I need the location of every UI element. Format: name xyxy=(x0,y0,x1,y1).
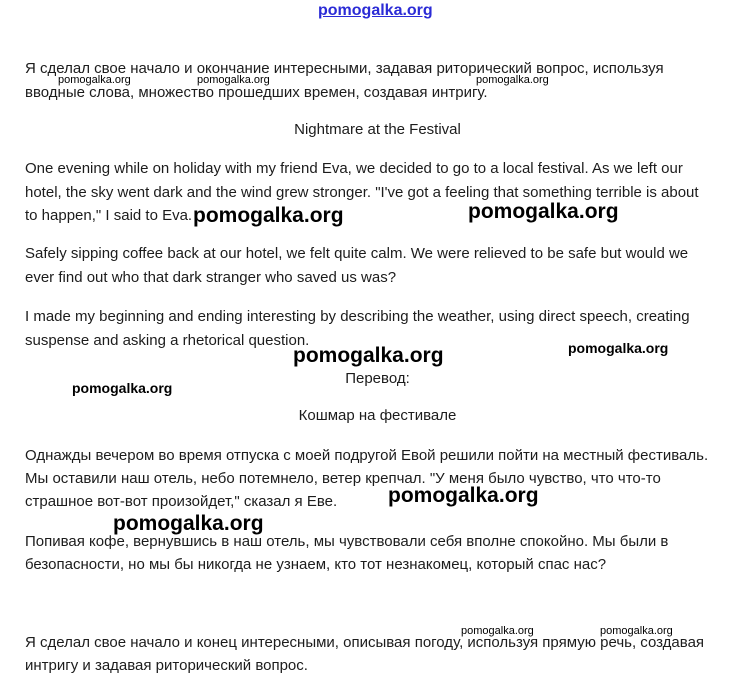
russian-intro-line-1: Я сделал свое начало и окончание интересными, задавая риторический вопрос, используя xyxy=(25,60,664,77)
russian-p2-line-1: Попивая кофе, вернувшись в наш отель, мы чувствовали себя вполне спокойно. Мы были в xyxy=(25,533,669,550)
english-p1-line-3: to happen," I said to Eva. xyxy=(25,207,193,224)
watermark-medium: pomogalka.org xyxy=(72,380,173,396)
russian-p1-line-3: страшное вот-вот произойдет," сказал я Еве. xyxy=(25,493,338,510)
watermark-tiny: pomogalka.org xyxy=(461,625,534,637)
russian-p1-line-1: Однажды вечером во время отпуска с моей подругой Евой решили пойти на местный фестиваль. xyxy=(25,447,709,464)
russian-title: Кошмар на фестивале xyxy=(298,407,457,424)
russian-p3-line-2: интригу и задавая риторический вопрос. xyxy=(25,657,308,674)
english-p3-line-2: suspense and asking a rhetorical question. xyxy=(25,332,310,349)
watermark-large: pomogalka.org xyxy=(113,512,264,535)
watermark-header[interactable]: pomogalka.org xyxy=(318,2,433,19)
english-p1-line-2: hotel, the sky went dark and the wind grew stronger. "I've got a feeling that something terrible is about xyxy=(25,184,699,201)
russian-p3-line-1: Я сделал свое начало и конец интересными, описывая погоду, используя прямую речь, создавая xyxy=(25,634,705,651)
russian-intro-line-2: вводные слова, множество прошедших времен, создавая интригу. xyxy=(25,84,488,101)
english-p3-line-1: I made my beginning and ending interesting by describing the weather, using direct speech, creating xyxy=(25,308,690,325)
watermark-large: pomogalka.org xyxy=(193,204,344,227)
watermark-tiny: pomogalka.org xyxy=(197,74,270,86)
english-title: Nightmare at the Festival xyxy=(294,121,461,138)
russian-p2-line-2: безопасности, но мы бы никогда не узнаем, кто тот незнакомец, который спас нас? xyxy=(25,556,607,573)
watermark-tiny: pomogalka.org xyxy=(476,74,549,86)
english-p2-line-1: Safely sipping coffee back at our hotel, we felt quite calm. We were relieved to be safe but would we xyxy=(25,245,689,262)
watermark-large: pomogalka.org xyxy=(468,200,619,223)
watermark-tiny: pomogalka.org xyxy=(600,625,673,637)
russian-p1-line-2: Мы оставили наш отель, небо потемнело, ветер крепчал. "У меня было чувство, что что-то xyxy=(25,470,661,487)
translation-label: Перевод: xyxy=(345,370,410,387)
watermark-tiny: pomogalka.org xyxy=(58,74,131,86)
english-p1-line-1: One evening while on holiday with my friend Eva, we decided to go to a local festival. As we left our xyxy=(25,160,683,177)
watermark-large: pomogalka.org xyxy=(293,344,444,367)
english-p2-line-2: ever find out who that dark stranger who saved us was? xyxy=(25,269,397,286)
watermark-large: pomogalka.org xyxy=(388,484,539,507)
watermark-medium: pomogalka.org xyxy=(568,340,669,356)
